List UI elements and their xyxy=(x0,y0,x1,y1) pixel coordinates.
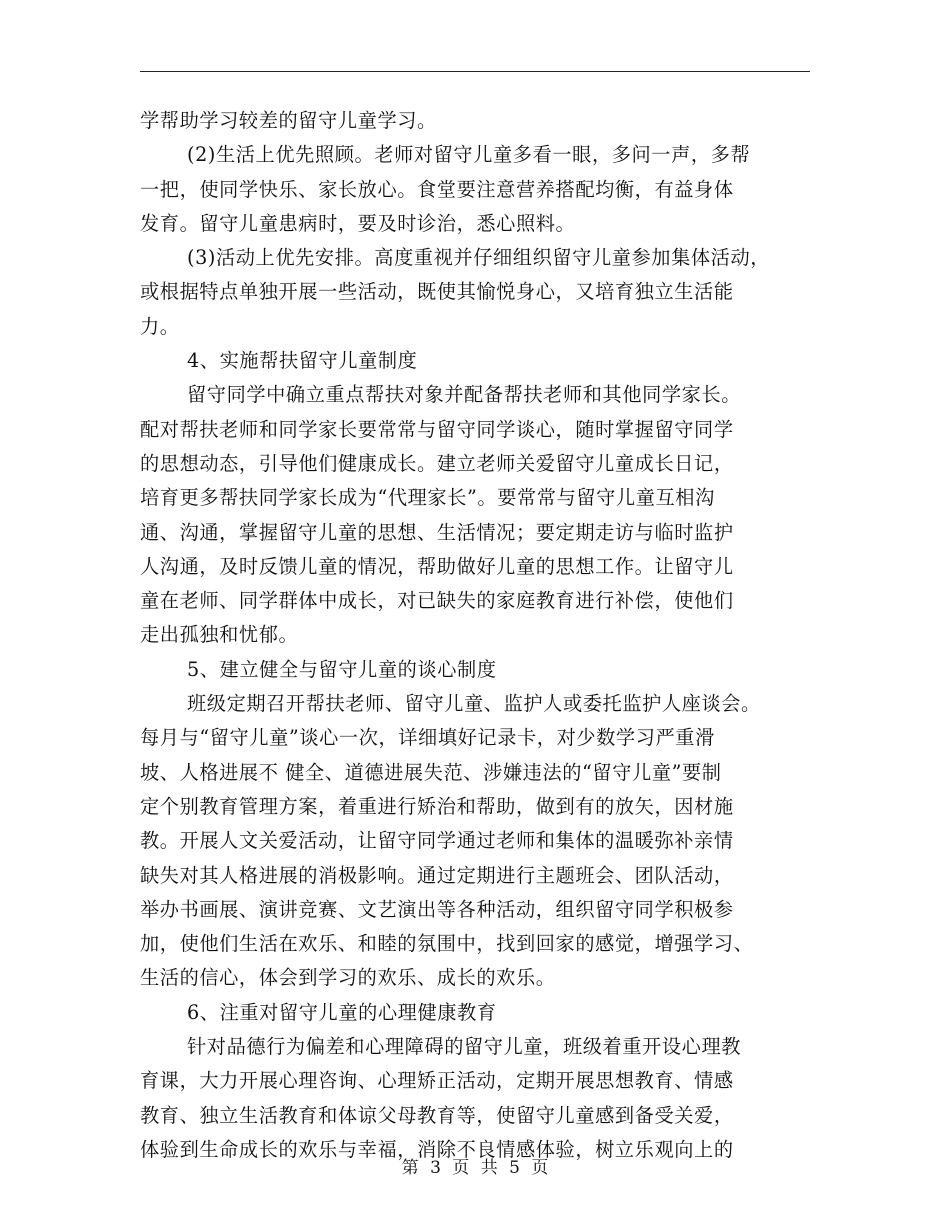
text-line: 人沟通，及时反馈儿童的情况，帮助做好儿童的思想工作。让留守儿 xyxy=(140,554,734,578)
footer-label-page: 第 xyxy=(401,1158,419,1178)
text-line: 培育更多帮扶同学家长成为“代理家长”。要常常与留守儿童互相沟 xyxy=(140,486,715,510)
text-line: 缺失对其人格进展的消极影响。通过定期进行主题班会、团队活动， xyxy=(140,863,734,887)
page-footer xyxy=(0,1153,950,1178)
text-line: 生活的信心，体会到学习的欢乐、成长的欢乐。 xyxy=(140,966,556,990)
text-line: 一把，使同学快乐、家长放心。食堂要注意营养搭配均衡，有益身体 xyxy=(140,177,734,201)
document-body xyxy=(140,104,820,1167)
text-line: (3)活动上优先安排。高度重视并仔细组织留守儿童参加集体活动， xyxy=(187,246,771,270)
text-line: (2)生活上优先照顾。老师对留守儿童多看一眼，多问一声，多帮 xyxy=(187,143,751,167)
text-line: 举办书画展、演讲竞赛、文艺演出等各种活动，组织留守同学积极参 xyxy=(140,897,734,921)
text-line: 定个别教育管理方案，着重进行矫治和帮助，做到有的放矢，因材施 xyxy=(140,794,734,818)
text-line: 体验到生命成长的欢乐与幸福，消除不良情感体验，树立乐观向上的 xyxy=(140,1137,734,1161)
text-line: 走出孤独和忧郁。 xyxy=(140,623,299,647)
text-line: 5、建立健全与留守儿童的谈心制度 xyxy=(187,657,497,681)
footer-label-total: 共 xyxy=(480,1158,498,1178)
text-line: 加，使他们生活在欢乐、和睦的氛围中，找到回家的感觉，增强学习、 xyxy=(140,932,754,956)
text-line: 力。 xyxy=(140,314,180,338)
footer-label-page-unit: 页 xyxy=(452,1158,470,1178)
text-line: 教。开展人文关爱活动，让留守同学通过老师和集体的温暖弥补亲情 xyxy=(140,829,734,853)
text-line: 的思想动态，引导他们健康成长。建立老师关爱留守儿童成长日记， xyxy=(140,451,734,475)
text-line: 学帮助学习较差的留守儿童学习。 xyxy=(140,109,437,132)
text-line: 4、实施帮扶留守儿童制度 xyxy=(187,349,418,373)
text-line: 留守同学中确立重点帮扶对象并配备帮扶老师和其他同学家长。 xyxy=(187,383,742,407)
text-line: 发育。留守儿童患病时，要及时诊治，悉心照料。 xyxy=(140,211,576,235)
footer-label-total-unit: 页 xyxy=(531,1158,549,1178)
text-line: 通、沟通，掌握留守儿童的思想、生活情况；要定期走访与临时监护 xyxy=(140,520,734,544)
header-rule xyxy=(140,71,810,72)
text-line: 每月与“留守儿童”谈心一次，详细填好记录卡，对少数学习严重滑 xyxy=(140,726,715,750)
text-line: 针对品德行为偏差和心理障碍的留守儿童，班级着重开设心理教 xyxy=(187,1035,742,1059)
footer-total-pages: 5 xyxy=(509,1158,520,1178)
text-line: 坡、人格进展不 健全、道德进展失范、涉嫌违法的“留守儿童”要制 xyxy=(140,760,722,784)
text-line: 或根据特点单独开展一些活动，既使其愉悦身心，又培育独立生活能 xyxy=(140,280,734,304)
footer-current-page: 3 xyxy=(430,1158,441,1178)
text-line: 童在老师、同学群体中成长，对已缺失的家庭教育进行补偿，使他们 xyxy=(140,589,734,613)
text-line: 班级定期召开帮扶老师、留守儿童、监护人或委托监护人座谈会。 xyxy=(187,692,761,716)
text-line: 教育、独立生活教育和体谅父母教育等，使留守儿童感到备受关爱， xyxy=(140,1103,734,1127)
text-line: 育课，大力开展心理咨询、心理矫正活动，定期开展思想教育、情感 xyxy=(140,1069,734,1093)
text-line: 6、注重对留守儿童的心理健康教育 xyxy=(187,1000,497,1024)
text-line: 配对帮扶老师和同学家长要常常与留守同学谈心，随时掌握留守同学 xyxy=(140,417,734,441)
